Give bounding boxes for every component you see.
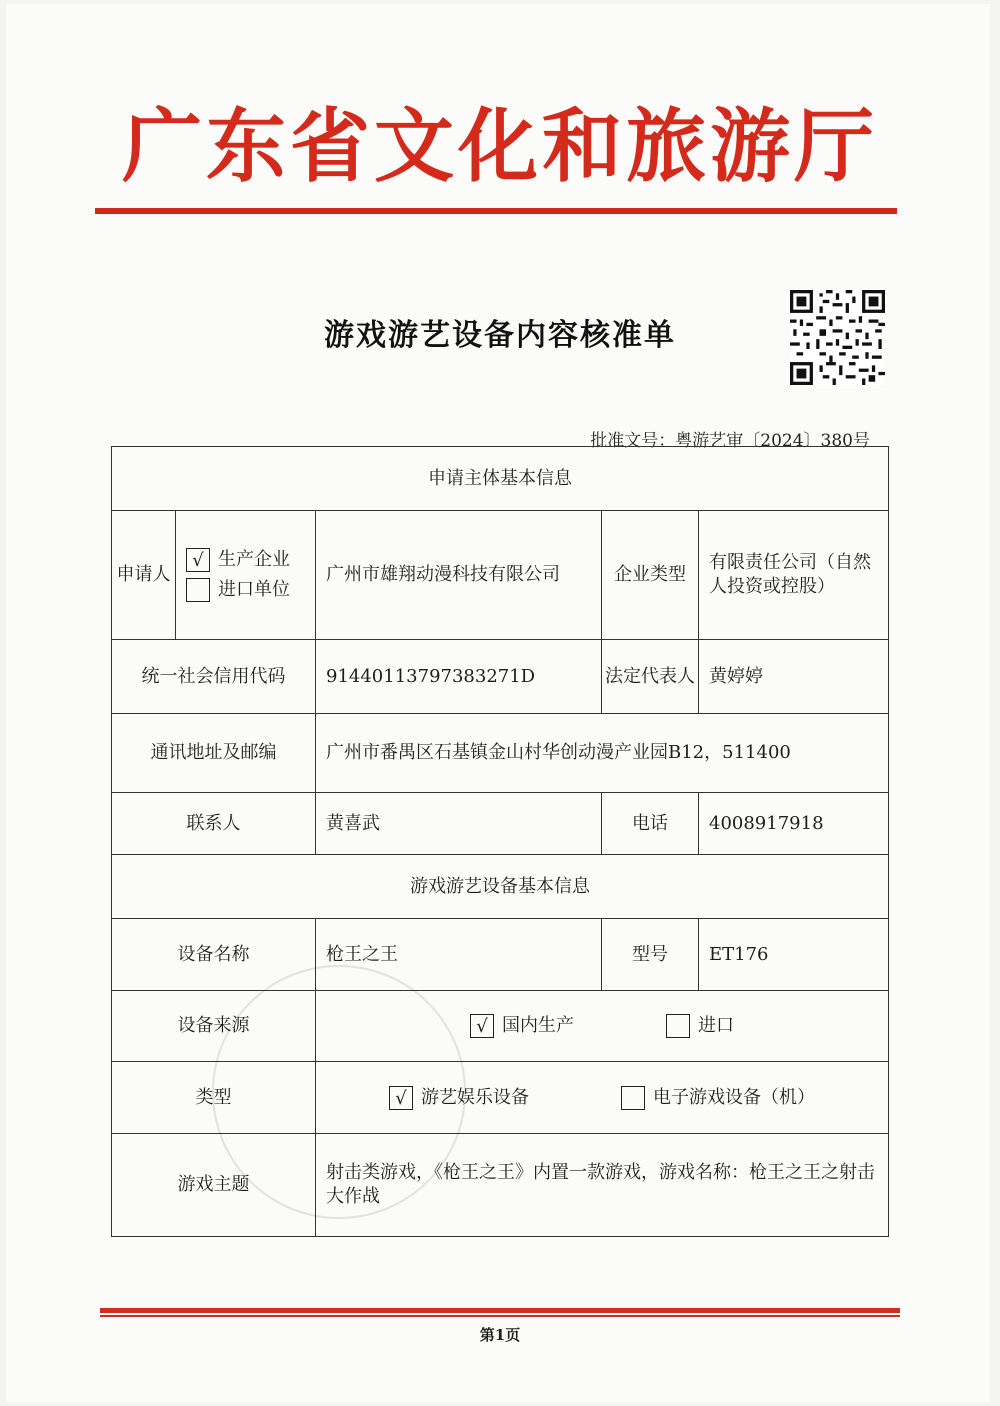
applicant-name: 广州市雄翔动漫科技有限公司	[316, 511, 602, 640]
approval-form-table	[111, 446, 889, 1237]
option-video-game-label: 电子游戏设备（机）	[653, 1086, 815, 1108]
device-source-options	[316, 991, 889, 1062]
address-label: 通讯地址及邮编	[112, 714, 316, 793]
approval-number: 批准文号：粤游艺审〔2024〕380号	[590, 431, 870, 451]
device-name-label: 设备名称	[112, 919, 316, 991]
legal-rep-value: 黄婷婷	[699, 640, 889, 714]
checkbox-amusement[interactable]: √	[389, 1086, 413, 1110]
option-importer-label: 进口单位	[218, 579, 290, 600]
checkbox-importer[interactable]	[186, 578, 210, 602]
option-import[interactable]	[666, 1014, 734, 1038]
authority-title: 广东省文化和旅游厅	[122, 99, 878, 193]
qr-code-icon[interactable]	[789, 290, 886, 385]
model-label: 型号	[602, 919, 699, 991]
device-type-options	[316, 1062, 889, 1134]
option-domestic-label: 国内生产	[502, 1015, 574, 1036]
section-device-info-title: 游戏游艺设备基本信息	[112, 855, 889, 919]
footer-red-rule-thin	[100, 1315, 900, 1317]
device-source-label: 设备来源	[112, 991, 316, 1062]
legal-rep-label: 法定代表人	[602, 640, 699, 714]
option-amusement[interactable]	[389, 1086, 529, 1110]
contact-value: 黄喜武	[316, 793, 602, 855]
device-type-label: 类型	[112, 1062, 316, 1134]
option-manufacturer[interactable]	[186, 548, 305, 572]
option-importer[interactable]	[186, 578, 305, 602]
company-type-label: 企业类型	[602, 511, 699, 640]
game-theme-value: 射击类游戏，《枪王之王》内置一款游戏，游戏名称：枪王之王之射击大作战	[316, 1134, 889, 1237]
header-red-rule	[95, 208, 897, 214]
option-domestic[interactable]	[470, 1014, 574, 1038]
credit-code-value: 91440113797383271D	[316, 640, 602, 714]
document-title: 游戏游艺设备内容核准单	[324, 318, 676, 353]
checkbox-domestic[interactable]: √	[470, 1014, 494, 1038]
checkbox-manufacturer[interactable]: √	[186, 548, 210, 572]
applicant-type-options	[176, 511, 316, 640]
option-import-label: 进口	[698, 1015, 734, 1036]
address-value: 广州市番禺区石基镇金山村华创动漫产业园B12，511400	[316, 714, 889, 793]
game-theme-label: 游戏主题	[112, 1134, 316, 1237]
model-value: ET176	[699, 919, 889, 991]
option-video-game[interactable]	[621, 1086, 815, 1110]
phone-label: 电话	[602, 793, 699, 855]
device-name-value: 枪王之王	[316, 919, 602, 991]
credit-code-label: 统一社会信用代码	[112, 640, 316, 714]
page-number: 第1页	[479, 1326, 521, 1344]
checkbox-video-game[interactable]	[621, 1086, 645, 1110]
contact-label: 联系人	[112, 793, 316, 855]
option-amusement-label: 游艺娱乐设备	[421, 1086, 529, 1108]
applicant-label: 申请人	[112, 511, 176, 640]
checkbox-import[interactable]	[666, 1014, 690, 1038]
footer-red-rule	[100, 1308, 900, 1313]
phone-value: 4008917918	[699, 793, 889, 855]
option-manufacturer-label: 生产企业	[218, 549, 290, 570]
section-applicant-info-title: 申请主体基本信息	[112, 447, 889, 511]
company-type-value: 有限责任公司（自然人投资或控股）	[699, 511, 889, 640]
